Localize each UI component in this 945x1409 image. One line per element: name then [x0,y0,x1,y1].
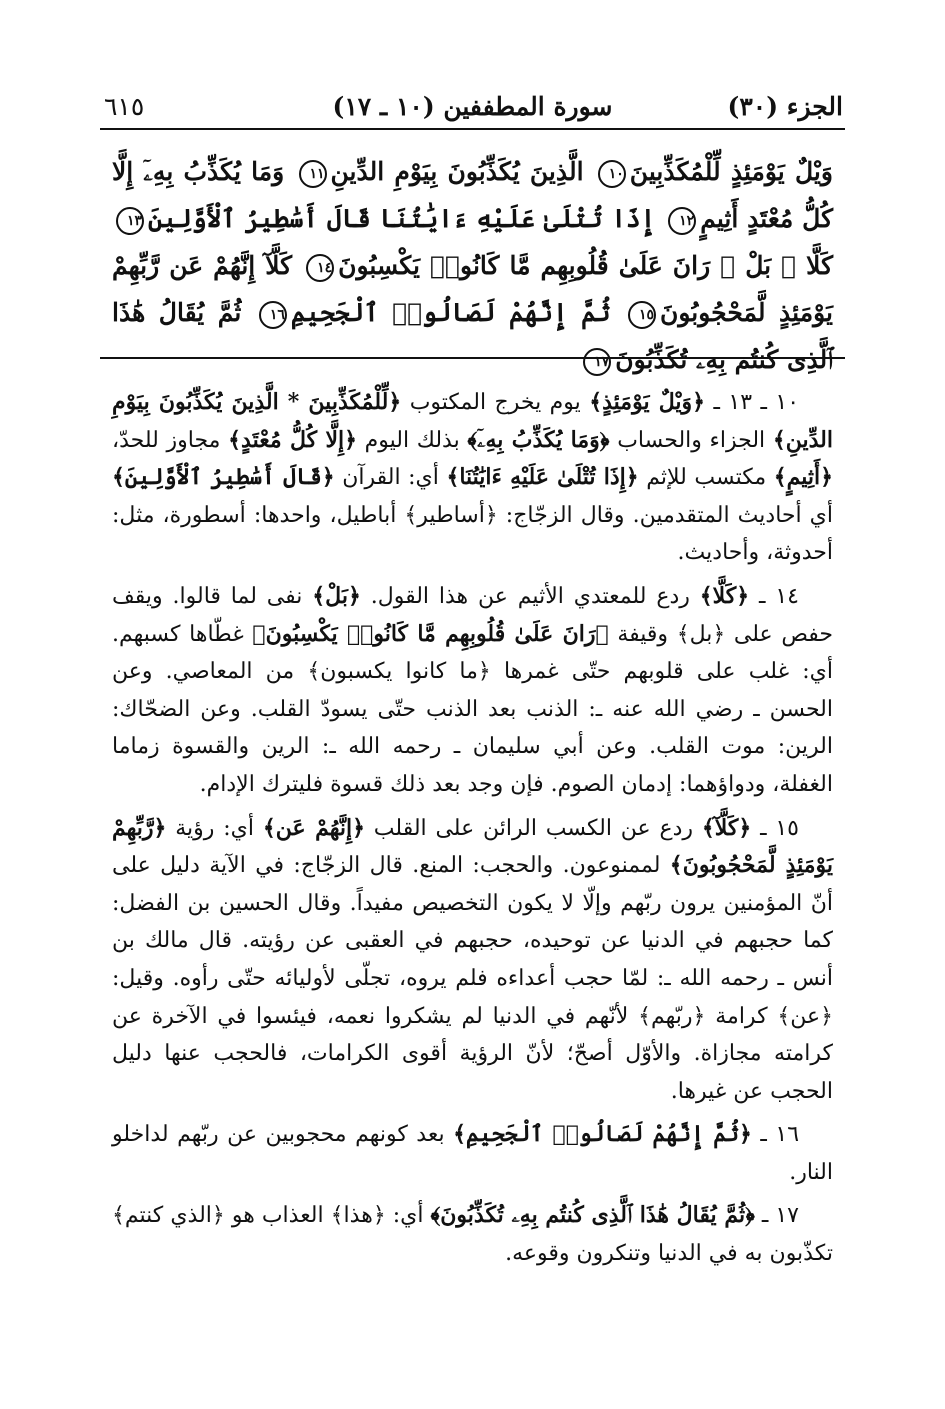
commentary-text: أي: ﴿هذا﴾ العذاب هو ﴿الذي كنتم﴾ تكذّبون به في الدنيا وتنكرون وقوعه. [112,1203,833,1267]
verse-range-label: ١٦ ـ [751,1122,800,1148]
ayah-text: وَمَا يُكَذِّبُ بِهِۦٓ إِلَّا كُلُّ مُعْتَدٍ أَثِيمٍ [112,157,833,233]
ayah-number-marker: ١٣ [116,207,144,235]
quoted-verse: ﴿كَلَّا﴾ [699,582,750,609]
quoted-verse: ﴿إِذَا تُتْلَىٰ عَلَيْهِ ءَايَٰتُنَا﴾ [446,464,639,491]
commentary-text: بعد كونهم محجوبين عن ربّهم لداخلو النار. [112,1122,833,1185]
quoted-verse: ﴿كَلَّآ﴾ [701,814,752,841]
ayah-number-marker: ١٥ [628,301,656,329]
verse-range-label: ١٤ ـ [749,583,799,609]
section-divider [100,357,845,359]
quoted-verse: ﴿إِلَّا كُلُّ مُعْتَدٍ﴾ [228,426,357,453]
ayah-number-marker: ١٢ [668,207,696,235]
ayah-text: وَيْلٌ يَوْمَئِذٍ لِّلْمُكَذِّبِينَ [629,157,833,186]
ayah-number-marker: ١٠ [598,160,626,188]
quoted-verse: ﴿ثُمَّ يُقَالُ هَٰذَا ٱلَّذِى كُنتُم بِهِۦ تُكَذِّبُونَ﴾ [430,1202,755,1229]
quoted-verse: ﴿قَالَ أَسَٰطِيرُ ٱلْأَوَّلِينَ﴾ [112,464,335,491]
quoted-verse: ﴿أَثِيمٍ﴾ [773,464,834,491]
ayah-text: الَّذِينَ يُكَذِّبُونَ بِيَوْمِ الدِّينِ [330,157,584,186]
verse-range-label: ١٧ ـ [754,1203,799,1229]
quoted-verse: ﴿ثُمَّ إِنَّهُمْ لَصَالُوا۟ ٱلْجَحِيمِ﴾ [453,1121,752,1148]
commentary-text: نفى لما قالوا. ويقف حفص على ﴿بل﴾ وقيفة [112,583,834,647]
commentary-text: مجاوز للحدّ، [112,427,229,453]
tafsir-paragraph-10-13 [112,384,833,572]
ayah-text: ثُمَّ إِنَّهُمْ لَصَالُوا۟ ٱلْجَحِيمِ [290,298,611,327]
ayah-number-marker: ١٤ [306,254,334,282]
commentary-text: أي: القرآن [334,465,447,491]
commentary-text: لممنوعون. والحجب: المنع. قال الزجّاج: في الآية دليل على أنّ المؤمنين يرون ربّهم وإلّا لا يكون التخصيص مفيداً. وقال الحسين بن الفضل: كما حجبهم في الدنيا عن توحيده، حجبهم في العقبى عن رؤيته. قال مالك بن أنس ـ رحمه الله ـ: لمّا حجب أعداءه فلم يروه، تجلّى لأوليائه حتّى رأوه. وقيل: ﴿عن﴾ كرامة ﴿ربّهم﴾ لأنّهم في الدنيا لم يشكروا نعمه، فيئسوا في الآخرة عن كرامته مجازاة. والأوّل أصحّ؛ لأنّ الرؤية أقوى الكرامات، فالحجب عنها دليل الحجب عن غيرها. [112,853,833,1104]
ayah-text: ثُمَّ يُقَالُ هَٰذَا ٱلَّذِى كُنتُم بِهِۦ تُكَذِّبُونَ [112,298,833,374]
quoted-verse: ﴿وَمَا يُكَذِّبُ بِهِۦٓ﴾ [467,426,610,453]
ayah-number-marker: ١١ [299,160,327,188]
page-number: ٦١٥ [104,92,145,121]
quoted-verse: ﴿لِّلْمُكَذِّبِينَ * الَّذِينَ يُكَذِّبُونَ بِيَوْمِ الدِّينِ﴾ [112,389,833,453]
tafsir-commentary [112,384,833,1279]
commentary-text: بذلك اليوم [357,427,468,453]
tafsir-paragraph-16 [112,1116,833,1191]
verse-range-label: ١٠ ـ ١٣ ـ [705,390,800,415]
ayah-text: إِذَا تُتْلَىٰ عَلَيْهِ ءَايَٰتُنَا قَالَ أَسَٰطِيرُ ٱلْأَوَّلِينَ [148,204,656,233]
surah-title: سورة المطففين (١٠ ـ ١٧) [332,92,613,121]
commentary-text: ردع عن الكسب الرائن على القلب [364,815,702,841]
page-header [100,86,845,130]
commentary-text: مكتسب للإثم [638,465,774,491]
juz-label: الجزء (٣٠) [727,92,843,121]
quoted-verse: ﴿رَانَ عَلَىٰ قُلُوبِهِم مَّا كَانُوا۟ يَكْسِبُونَ﴾ [252,620,609,647]
commentary-text: ردع للمعتدي الأثيم عن هذا القول. [360,583,700,609]
quoted-verse: ﴿رَّبِّهِمْ يَوْمَئِذٍ لَّمَحْجُوبُونَ﴾ [112,814,834,879]
quoted-verse: ﴿بَلْ﴾ [312,582,361,609]
commentary-text: أي: رؤية [166,815,263,841]
commentary-text: أي أحاديث المتقدمين. وقال الزجّاج: ﴿أساطير﴾ أباطيل، واحدها: أسطورة، مثل: أحدوثة، وأحاديث. [112,502,833,566]
ayah-number-marker: ١٦ [259,301,287,329]
commentary-text: الجزاء والحساب [609,427,773,453]
tafsir-paragraph-15 [112,810,833,1111]
commentary-text: يوم يخرج المكتوب [401,390,590,415]
quran-text-block [112,148,833,383]
ayah-text: كَلَّآ إِنَّهُمْ عَن رَّبِّهِمْ يَوْمَئِذٍ لَّمَحْجُوبُونَ [112,251,833,327]
commentary-text: غطّاها كسبهم. أي: غلب على قلوبهم حتّى غمرها ﴿ما كانوا يكسبون﴾ من المعاصي. وعن الحسن ـ رضي الله عنه ـ: الذنب بعد الذنب حتّى يسودّ القلب. وعن الضحّاك: الرين: موت القلب. وعن أبي سليمان ـ رحمه الله ـ: الرين والقسوة زماما الغفلة، ودواؤهما: إدمان الصوم. فإن وجد بعد ذلك قسوة فليترك الإدام. [112,621,833,797]
ayah-number-marker: ١٧ [583,348,611,376]
ayah-text: كَلَّا ۖ بَلْ ۜ رَانَ عَلَىٰ قُلُوبِهِم مَّا كَانُوا۟ يَكْسِبُونَ [338,251,833,280]
quoted-verse: ﴿وَيْلٌ يَوْمَئِذٍ﴾ [589,389,706,415]
verse-range-label: ١٥ ـ [751,815,799,841]
tafsir-paragraph-14 [112,578,833,804]
quoted-verse: ﴿إِنَّهُمْ عَن﴾ [262,814,365,841]
tafsir-paragraph-17 [112,1197,833,1272]
